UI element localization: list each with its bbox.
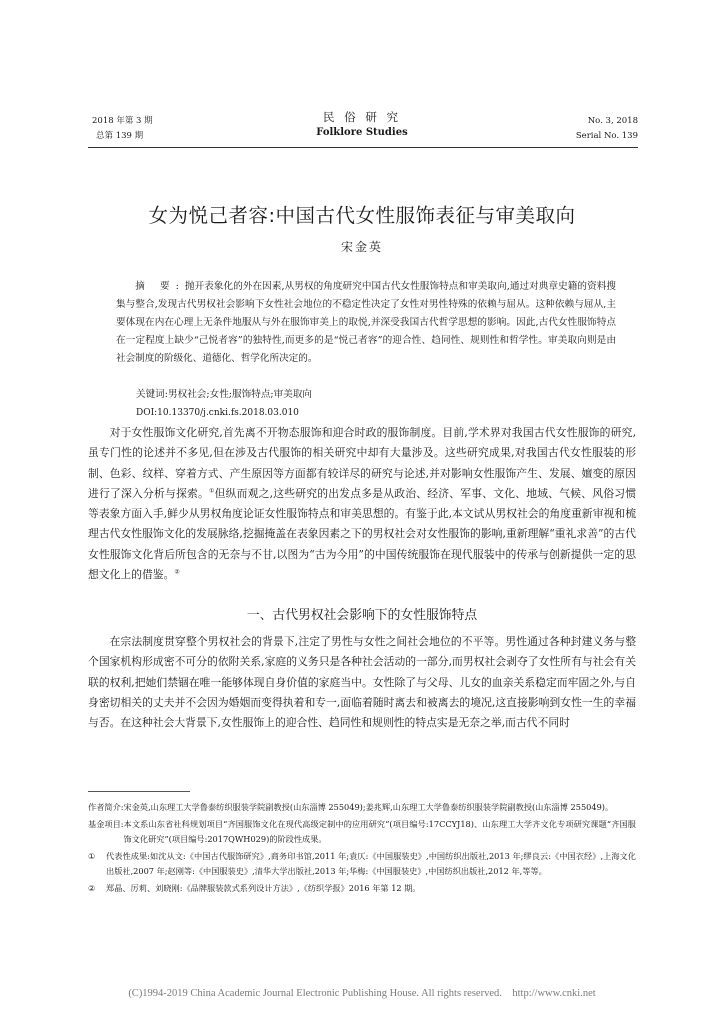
article-author: 宋金英 bbox=[340, 240, 383, 254]
article-title: 女为悦己者容:中国古代女性服饰表征与审美取向 bbox=[148, 204, 576, 227]
fund-label: 基金项目: bbox=[88, 819, 124, 829]
section-paragraph: 在宗法制度贯穿整个男权社会的背景下,注定了男性与女性之间社会地位的不平等。男性通过各种封建义务与整个国家机构形成密不可分的依附关系,家庭的义务只是各种社会活动的一部分,而男权社会剥夺了女性所有与社会有关联的权利,把她们禁锢在唯一能够体现自身价值的家庭当中。女性除了与父母、儿女的血亲关系稳定而牢固之外,与自身密切相关的丈夫并不会因为婚姻而变得执着和专一,面临着随时离去和被离去的境况,这直接影响到女性一生的幸福与否。在这种社会大背景下,女性服饰上的迎合性、趋同性和规则性的特点实是无奈之举,而古代不同时 bbox=[88, 635, 636, 730]
copyright-footer: (C)1994-2019 China Academic Journal Electronic Publishing House. All rights reserved. http://www.cnki.net bbox=[128, 988, 596, 999]
footnotes bbox=[88, 800, 636, 898]
footnote-2-mark: ② bbox=[88, 883, 96, 893]
serial-number-cn: 总第 139 期 bbox=[96, 131, 144, 141]
keywords bbox=[136, 386, 312, 404]
author-bio-label: 作者简介: bbox=[88, 802, 124, 812]
footnote-2-text: 郑晶、厉莉、刘晓刚:《品牌服装款式系列设计方法》,《纺织学报》2016 年第 12 期。 bbox=[106, 883, 421, 893]
abstract-label: 摘 要: bbox=[135, 281, 185, 292]
author-bio bbox=[88, 800, 636, 815]
section-body bbox=[88, 632, 636, 733]
abstract bbox=[116, 278, 616, 368]
footnote-1-mark: ① bbox=[88, 851, 96, 861]
issue-number-cn: 2018 年第 3 期 bbox=[92, 116, 153, 126]
footnote-1-text: 代表性成果:如沈从文:《中国古代服饰研究》,商务印书馆,2011 年;袁仄:《中国服装史》,中国纺织出版社,2013 年;缪良云:《中国衣经》,上海文化出版社,2007 年;赵刚等:《中国服装史》,清华大学出版社,2013 年;华梅:《中国服装史》,中国纺织出版社,2012 年,等等。 bbox=[106, 851, 636, 876]
abstract-text: 抛开表象化的外在因素,从男权的角度研究中国古代女性服饰特点和审美取向,通过对典章史籍的资料搜集与整合,发现古代男权社会影响下女性社会地位的不稳定性决定了女性对男性特殊的依赖与屈从。这种依赖与屈从,主要体现在内在心理上无条件地服从与外在服饰审美上的取悦,并深受我国古代哲学思想的影响。因此,古代女性服饰特点在一定程度上缺少“己悦者容”的独特性,而更多的是“悦己者容”的迎合性、趋同性、规则性和哲学性。审美取向则是由社会制度的阶级化、道德化、哲学化所决定的。 bbox=[116, 281, 616, 364]
footnote-2 bbox=[88, 881, 636, 896]
section-heading: 一、古代男权社会影响下的女性服饰特点 bbox=[246, 608, 478, 623]
intro-paragraph bbox=[88, 423, 636, 585]
journal-name-en: Folklore Studies bbox=[316, 127, 408, 138]
author-bio-text: 宋金英,山东理工大学鲁泰纺织服装学院副教授(山东淄博 255049);姜兆辉,山东理工大学鲁泰纺织服装学院副教授(山东淄博 255049)。 bbox=[123, 802, 614, 812]
journal-name-cn: 民 俗 研 究 bbox=[323, 110, 401, 124]
fund-info bbox=[88, 817, 636, 847]
fund-text: 本文系山东省社科规划项目“齐国服饰文化在现代高级定制中的应用研究”(项目编号:17CCYJ18)、山东理工大学齐文化专项研究课题“齐国服饰文化研究”(项目编号:2017QWH029)的阶段性成果。 bbox=[123, 819, 636, 844]
footnote-ref-1[interactable]: ① bbox=[209, 487, 215, 495]
header-divider bbox=[88, 147, 638, 148]
keywords-label: 关键词: bbox=[136, 389, 169, 400]
issue-info-en bbox=[576, 114, 638, 144]
doi: DOI:10.13370/j.cnki.fs.2018.03.010 bbox=[136, 408, 299, 418]
footnote-divider bbox=[88, 791, 190, 792]
intro-text-a: 对于女性服饰文化研究,首先离不开物态服饰和迎合时政的服饰制度。目前,学术界对我国古代女性服饰的研究,虽专门性的论述并不多见,但在涉及古代服饰的相关研究中却有大量涉及。这些研究成果,对我国古代女性服装的形制、色彩、纹样、穿着方式、产生原因等方面都有较详尽的研究与论述,并对影响女性服饰产生、发展、嬗变的原因进行了深入分析与探索。 bbox=[88, 426, 636, 500]
keywords-text: 男权社会;女性;服饰特点;审美取向 bbox=[168, 389, 313, 400]
serial-number-en: Serial No. 139 bbox=[575, 131, 638, 141]
footnote-ref-2[interactable]: ② bbox=[174, 568, 180, 576]
intro-text-b: 但纵而观之,这些研究的出发点多是从政治、经济、军事、文化、地域、气候、风俗习惯等表象方面入手,鲜少从男权角度论证女性服饰特点和审美思想的。有鉴于此,本文试从男权社会的角度重新审视和梳理古代女性服饰文化的发展脉络,挖掘掩盖在表象因素之下的男权社会对女性服饰的影响,重新理解“重礼求善”的古代女性服饰文化背后所包含的无奈与不甘,以图为“古为今用”的中国传统服饰在现代服装中的传承与创新提供一定的思想文化上的借鉴。 bbox=[88, 486, 636, 582]
issue-number-en: No. 3, 2018 bbox=[587, 116, 638, 126]
intro-section bbox=[88, 423, 636, 585]
footnote-1 bbox=[88, 849, 636, 879]
